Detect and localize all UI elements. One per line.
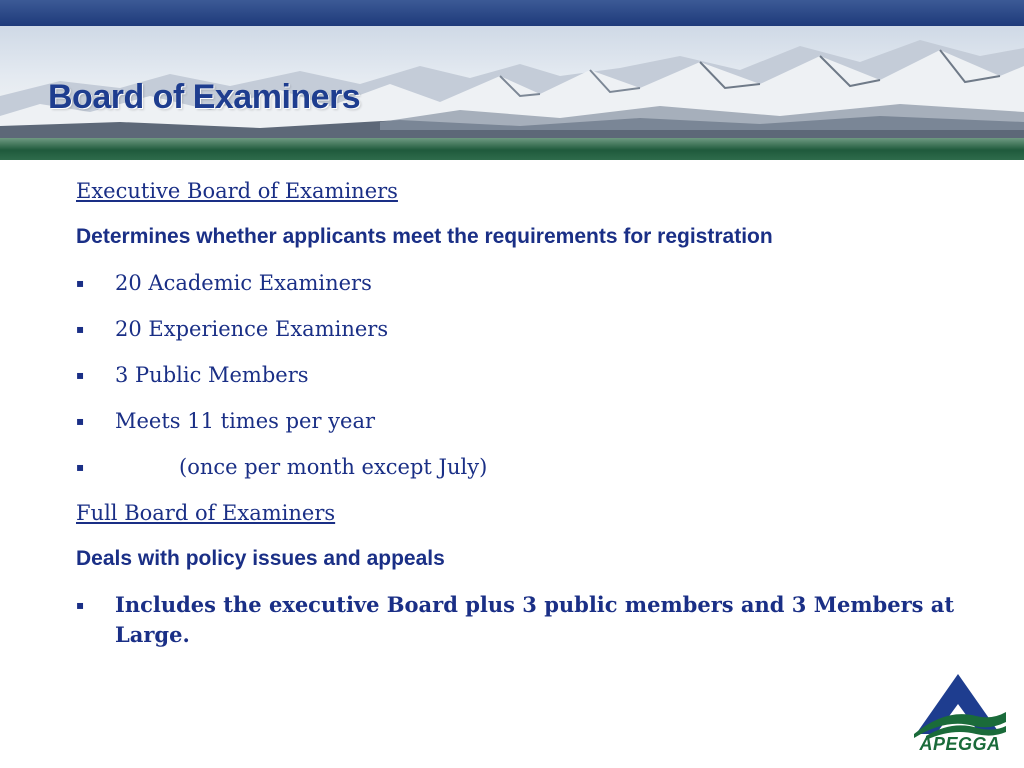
- list-item-text: 3 Public Members: [115, 363, 309, 387]
- top-blue-bar: [0, 0, 1024, 26]
- list-item: [76, 452, 986, 482]
- list-item: [76, 406, 986, 436]
- exec-board-heading[interactable]: Executive Board of Examiners: [76, 179, 398, 203]
- mountain-banner: [0, 26, 1024, 138]
- list-item: [76, 590, 986, 650]
- exec-board-description: Determines whether applicants meet the requirements for registration: [76, 225, 773, 248]
- list-item: [76, 314, 986, 344]
- bullet-icon: ▪: [76, 368, 85, 382]
- slide-body: [76, 176, 986, 666]
- green-divider-bar: [0, 138, 1024, 160]
- list-item: [76, 360, 986, 390]
- list-item-text: 20 Academic Examiners: [115, 271, 372, 295]
- list-item-text: Includes the executive Board plus 3 public members and 3 Members at Large.: [115, 592, 955, 647]
- list-item-text: (once per month except July): [179, 455, 488, 479]
- list-item-text: Meets 11 times per year: [115, 409, 376, 433]
- full-board-heading[interactable]: Full Board of Examiners: [76, 501, 336, 525]
- bullet-icon: ▪: [76, 322, 85, 336]
- bullet-icon: ▪: [76, 598, 85, 612]
- apegga-logo-text: APEGGA: [919, 734, 1001, 754]
- bullet-icon: ▪: [76, 460, 85, 474]
- list-item-text: 20 Experience Examiners: [115, 317, 389, 341]
- full-board-description: Deals with policy issues and appeals: [76, 547, 445, 570]
- bullet-icon: ▪: [76, 276, 85, 290]
- list-item: [76, 268, 986, 298]
- bullet-icon: ▪: [76, 414, 85, 428]
- slide-title: Board of Examiners: [48, 78, 361, 116]
